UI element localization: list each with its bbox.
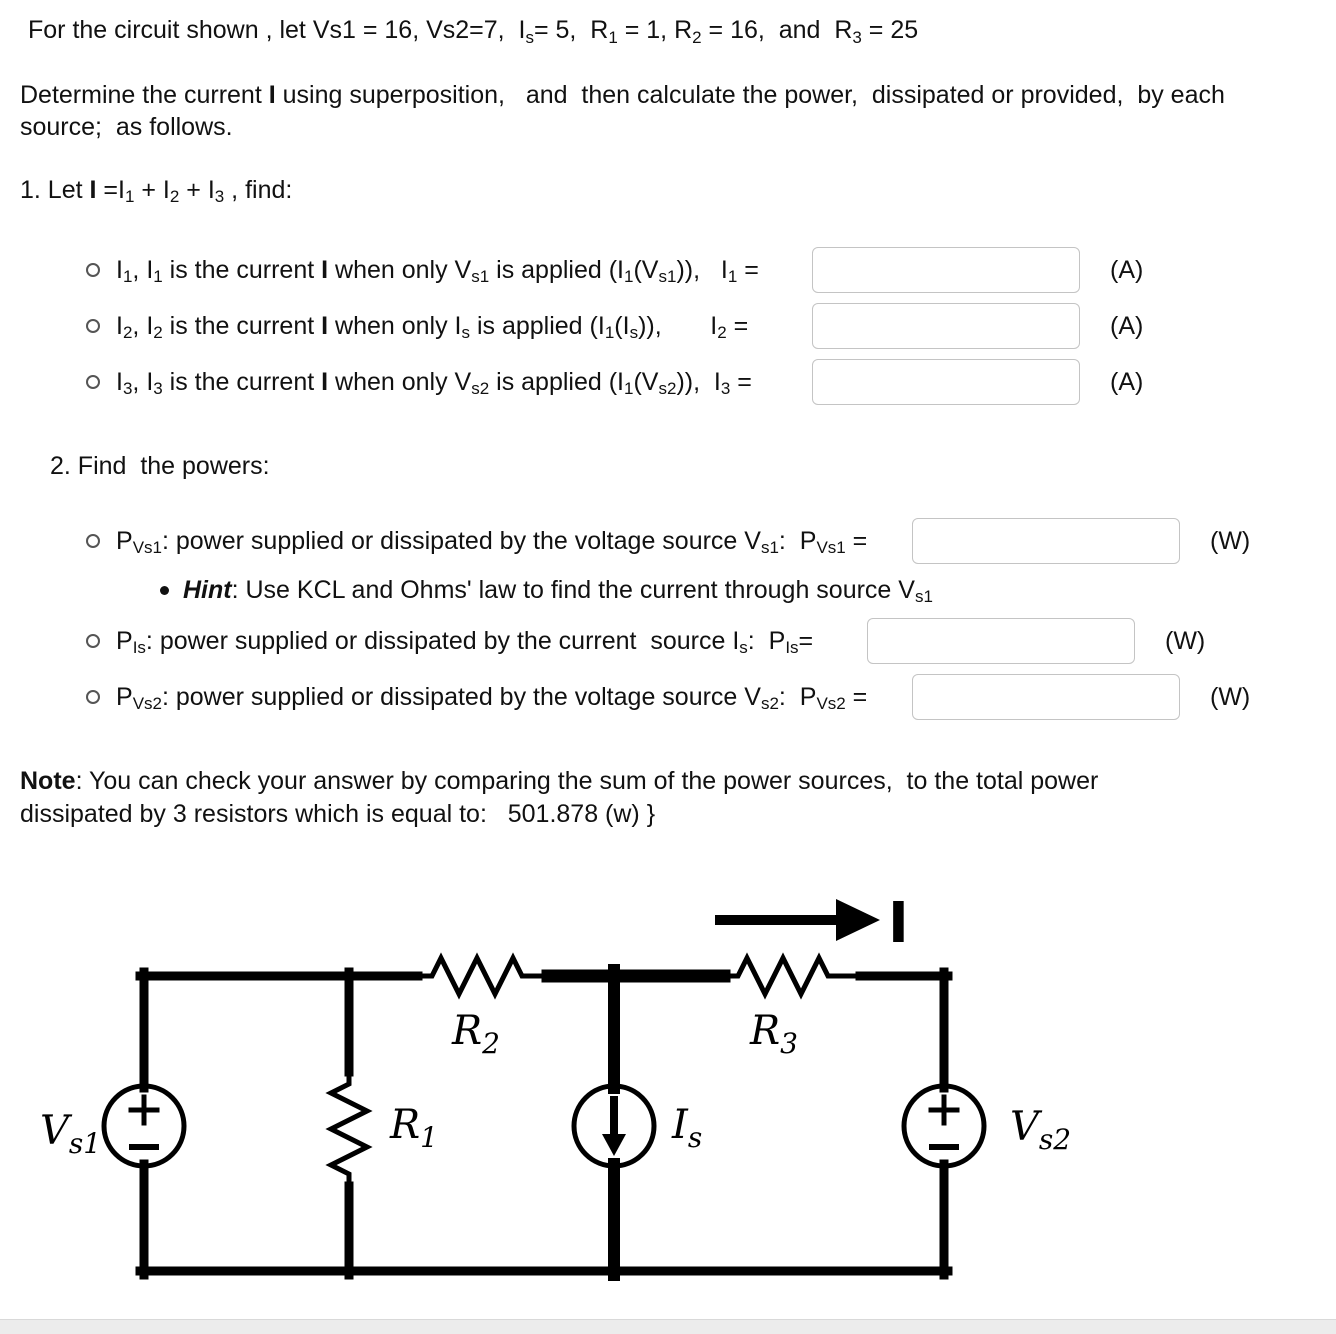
current-arrow xyxy=(720,891,909,956)
i3-unit-label: (A) xyxy=(1110,367,1144,396)
bottom-bar xyxy=(0,1319,1336,1334)
part1-title: 1. Let I =I1 + I2 + I3 , find: xyxy=(20,175,293,207)
circle-bullet-icon xyxy=(86,319,100,333)
circuit-wires xyxy=(140,970,948,1275)
pvs1-row-label: PVs1: power supplied or dissipated by the voltage source Vs1: PVs1 = xyxy=(116,526,868,558)
circle-bullet-icon xyxy=(86,690,100,704)
i3-input[interactable] xyxy=(812,359,1080,405)
r1-resistor xyxy=(331,1070,438,1188)
r2-label: $R_2$ xyxy=(452,1008,500,1060)
r1-label: $R_1$ xyxy=(390,1102,438,1154)
hint-row xyxy=(160,573,1336,607)
pis-unit-label: (W) xyxy=(1165,626,1206,655)
pis-input[interactable] xyxy=(867,618,1135,664)
circle-bullet-icon xyxy=(86,534,100,548)
part1-answer-rows xyxy=(86,246,1336,406)
is-label: $I_s$ xyxy=(672,1102,703,1154)
r3-label: $R_3$ xyxy=(750,1008,798,1060)
i1-input[interactable] xyxy=(812,247,1080,293)
problem-statement: For the circuit shown , let Vs1 = 16, Vs2=7, Is= 5, R1 = 1, R2 = 16, and R3 = 25 xyxy=(28,16,919,47)
circle-bullet-icon xyxy=(86,375,100,389)
dot-bullet-icon xyxy=(160,586,169,595)
answer-row-pis xyxy=(86,617,1209,665)
note-text: Note: You can check your answer by comparing the sum of the power sources, to the total power dissipated by 3 resistors which is equal to: 501.878 (w) } xyxy=(20,767,1106,828)
part2-title: 2. Find the powers: xyxy=(50,452,270,480)
pvs1-unit-label: (W) xyxy=(1210,526,1251,555)
current-arrow-label: I xyxy=(888,891,909,956)
circle-bullet-icon xyxy=(86,263,100,277)
problem-intro: Determine the current I using superposition, and then calculate the power, dissipated or provided, by each source; as follows. xyxy=(20,80,1232,141)
r2-resistor xyxy=(416,958,552,1060)
pvs2-unit-label: (W) xyxy=(1210,682,1251,711)
circle-bullet-icon xyxy=(86,634,100,648)
answer-row-i2 xyxy=(86,302,1154,350)
vs2-voltage-source xyxy=(904,1086,1071,1166)
vs2-label: $V_{s2}$ xyxy=(1010,1104,1072,1156)
vs1-voltage-source xyxy=(40,1086,184,1166)
is-current-source xyxy=(574,1086,702,1166)
i2-row-label: I2, I2 is the current I when only Is is applied (I1(Is)), I2 = xyxy=(116,311,749,343)
i1-row-label: I1, I1 is the current I when only Vs1 is applied (I1(Vs1)), I1 = xyxy=(116,255,759,287)
circuit-diagram xyxy=(34,886,1134,1316)
answer-row-pvs1 xyxy=(86,517,1254,565)
answer-row-i3 xyxy=(86,358,1154,406)
answer-row-pvs2 xyxy=(86,673,1254,721)
pvs2-row-label: PVs2: power supplied or dissipated by the voltage source Vs2: PVs2 = xyxy=(116,682,868,714)
hint-text: Hint: Use KCL and Ohms' law to find the current through source Vs1 xyxy=(183,575,933,607)
pis-row-label: PIs: power supplied or dissipated by the current source Is: PIs= xyxy=(116,626,814,658)
i2-input[interactable] xyxy=(812,303,1080,349)
answer-row-i1 xyxy=(86,246,1154,294)
i3-row-label: I3, I3 is the current I when only Vs2 is applied (I1(Vs2)), I3 = xyxy=(116,367,752,399)
r3-resistor xyxy=(722,958,864,1060)
pvs1-input[interactable] xyxy=(912,518,1180,564)
pvs2-input[interactable] xyxy=(912,674,1180,720)
i2-unit-label: (A) xyxy=(1110,311,1144,340)
part2-answer-rows xyxy=(86,517,1336,721)
vs1-label: $V_{s1}$ xyxy=(40,1108,102,1160)
i1-unit-label: (A) xyxy=(1110,255,1144,284)
